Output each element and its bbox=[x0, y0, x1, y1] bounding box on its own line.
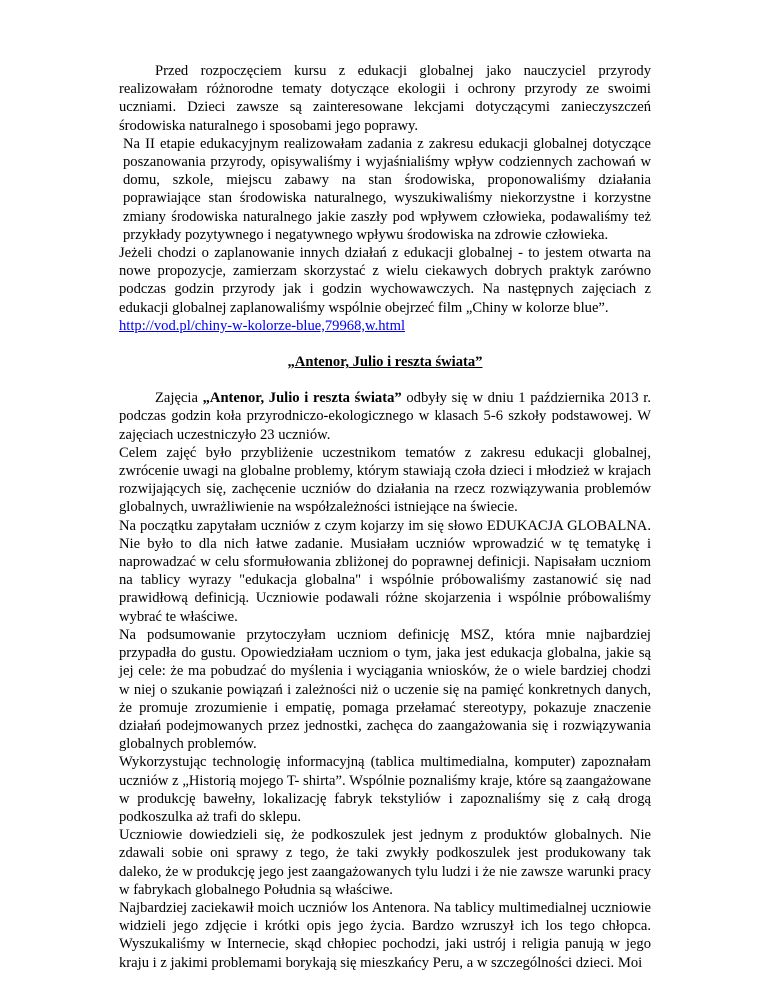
intro-paragraph-3: Jeżeli chodzi o zaplanowanie innych działań z edukacji globalnej - to jestem otwarta na nowe propozycje, zamierzam skorzystać z wielu ciekawych dobrych praktyk zarówno podczas godzin przyrody jak i godzin wychowawczych. Na następnych zajęciach z edukacji globalnej zaplanowaliśmy wspólnie obejrzeć film „Chiny w kolorze blue”. bbox=[119, 245, 651, 316]
body-paragraph-tshirt: Wykorzystując technologię informacyjną (tablica multimedialna, komputer) zapoznałam uczniów z „Historią mojego T- shirta”. Wspólnie poznaliśmy kraje, które są zaangażowane w produkcję bawełny, lokalizację fabryk tekstyliów i zapoznaliśmy się z całą drogą podkoszulka aż trafi do sklepu. bbox=[119, 754, 651, 825]
lesson-intro-paragraph bbox=[119, 389, 651, 444]
body-paragraph-definition: Na początku zapytałam uczniów z czym kojarzy im się słowo EDUKACJA GLOBALNA. Nie było to dla nich łatwe zadanie. Musiałam uczniów wprowadzić w tę tematykę i naprowadzać w celu sformułowania zbliżonej do poprawnej definicji. Napisałam uczniom na tablicy wyrazy "edukacja globalna" i wspólnie próbowaliśmy zastanowić się nad prawidłową definicją. Uczniowie podawali różne skojarzenia i wspólnie próbowaliśmy wybrać te właściwe. bbox=[119, 517, 651, 625]
lesson-title-bold: „Antenor, Julio i reszta świata” bbox=[202, 390, 402, 407]
body-paragraph-goal: Celem zajęć było przybliżenie uczestnikom tematów z zakresu edukacji globalnej, zwrócenie uwagi na globalne problemy, którym stawiają czoła dzieci i młodzież w krajach rozwijających się, zachęcenie uczniów do działania na rzecz rozwiązywania problemów globalnych, uwrażliwienie na współzależności istniejące na świecie. bbox=[119, 444, 651, 516]
section-heading: „Antenor, Julio i reszta świata” bbox=[287, 354, 483, 371]
body-paragraph-summary: Na podsumowanie przytoczyłam uczniom definicję MSZ, która mnie najbardziej przypadła do gustu. Opowiedziałam uczniom o tym, jaka jest edukacja globalna, jakie są jej cele: że ma pobudzać do myślenia i wyciągania wniosków, że o wiele bardziej chodzi w niej o szukanie powiązań i zależności niż o uczenie się na pamięć konkretnych danych, że promuje zrozumienie i empatię, pomaga przełamać stereotypy, pokazuje znaczenie działań podejmowanych przez jednostki, zachęca do zaangażowania się i rozwiązywania globalnych problemów. bbox=[119, 626, 651, 753]
lesson-intro-after: odbyły się w dniu 1 października 2013 r. podczas godzin koła przyrodniczo-ekologicznego w klasach 5-6 szkoły podstawowej. W zajęciach uczestniczyło 23 uczniów. bbox=[119, 390, 652, 443]
document-page bbox=[119, 62, 651, 972]
body-paragraph-global-product: Uczniowie dowiedzieli się, że podkoszulek jest jednym z produktów globalnych. Nie zdawali sobie oni sprawy z tego, że taki zwykły podkoszulek jest produkowany tak daleko, że w produkcję jego jest zaangażowanych tylu ludzi i że nie zawsze warunki pracy w fabrykach globalnego Południa są właściwe. bbox=[119, 827, 651, 898]
film-link-line bbox=[119, 317, 651, 335]
body-paragraph-antenor: Najbardziej zaciekawił moich uczniów los Antenora. Na tablicy multimedialnej uczniowie widzieli jego zdjęcie i krótki opis jego życia. Bardzo wzruszył ich los tego chłopca. Wyszukaliśmy w Internecie, skąd chłopiec pochodzi, jaki ustrój i religia panują w jego kraju i z jakimi problemami borykają się mieszkańcy Peru, a w szczególności dzieci. Moi bbox=[119, 899, 651, 971]
film-link[interactable]: http://vod.pl/chiny-w-kolorze-blue,79968,w.html bbox=[119, 317, 406, 334]
intro-paragraph-2: Na II etapie edukacyjnym realizowałam zadania z zakresu edukacji globalnej dotyczące poszanowania przyrody, opisywaliśmy i wyjaśnialiśmy wpływ codziennych zachowań w domu, szkole, miejscu zabawy na stan środowiska, proponowaliśmy działania poprawiające stan środowiska naturalnego, wyszukiwaliśmy niekorzystne i korzystne zmiany środowiska naturalnego jakie zaszły pod wpływem człowieka, podawaliśmy też przykłady pozytywnego i negatywnego wpływu środowiska na zdrowie człowieka. bbox=[123, 135, 651, 243]
intro-paragraph-1: Przed rozpoczęciem kursu z edukacji globalnej jako nauczyciel przyrody realizowałam różnorodne tematy dotyczące ekologii i ochrony przyrody ze swoimi uczniami. Dzieci zawsze są zainteresowane lekcjami dotyczącymi zanieczyszczeń środowiska naturalnego i sposobami jego poprawy. bbox=[119, 63, 651, 134]
lesson-intro-before: Zajęcia bbox=[155, 390, 203, 407]
